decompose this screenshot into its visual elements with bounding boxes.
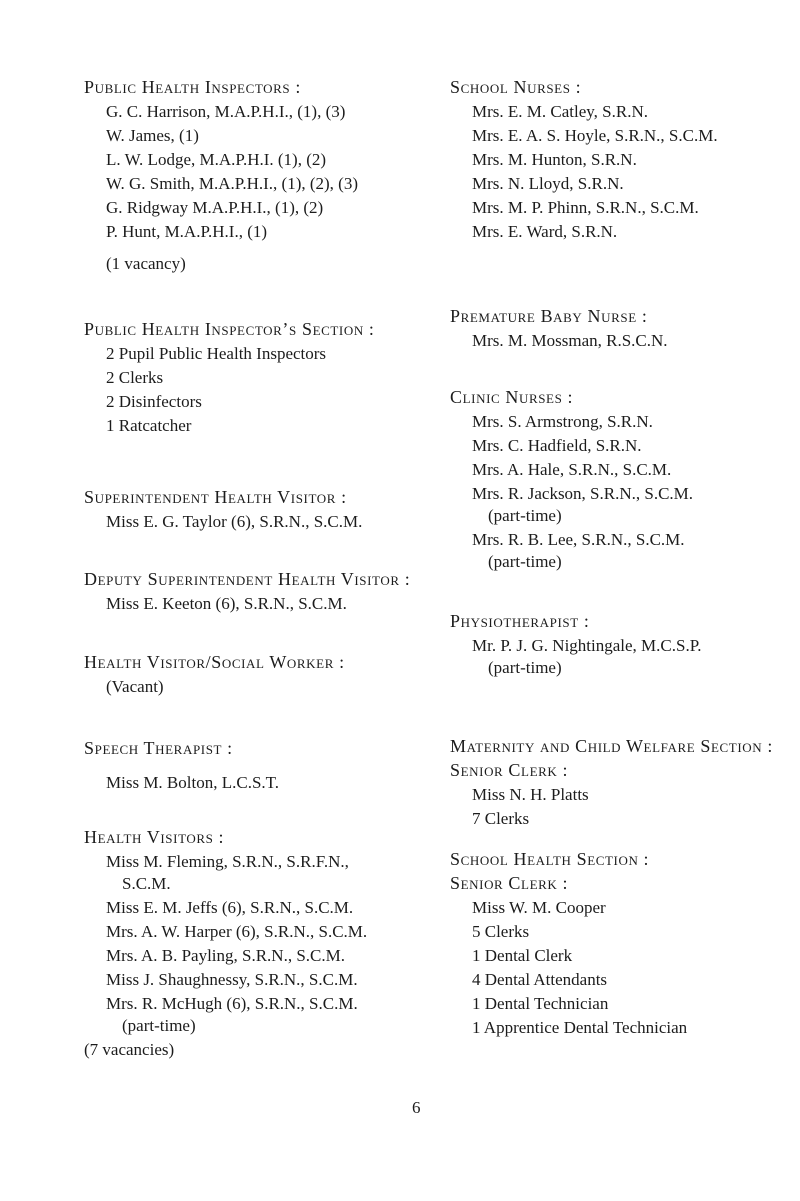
section-deputy-superintendent [84,568,410,616]
list-item: W. James, (1) [106,126,199,145]
section-heading: Deputy Superintendent Health Visitor : [84,569,411,589]
page-number: 6 [412,1098,421,1117]
list-item: 5 Clerks [472,922,530,941]
list-item-continuation: (part-time) [488,658,562,677]
list-item: 1 Ratcatcher [106,416,192,435]
list-item: 2 Disinfectors [106,392,202,411]
section-heading: Health Visitor/Social Worker : [84,652,345,672]
section-heading: Speech Therapist : [84,738,233,758]
list-item: Mrs. E. A. S. Hoyle, S.R.N., S.C.M. [472,126,718,145]
list-item: Mrs. E. M. Catley, S.R.N. [472,102,648,121]
list-item: 7 Clerks [472,809,530,828]
section-school-health [450,848,687,1040]
list-item-continuation: S.C.M. [122,874,171,893]
section-clinic-nurses [450,386,693,574]
list-item: Mrs. R. B. Lee, S.R.N., S.C.M. [472,530,685,549]
section-heading: Public Health Inspector’s Section : [84,319,375,339]
list-item: L. W. Lodge, M.A.P.H.I. (1), (2) [106,150,327,169]
section-school-nurses [450,76,718,244]
list-item: Mrs. E. Ward, S.R.N. [472,222,618,241]
section-physiotherapist [450,610,702,680]
list-item: Mr. P. J. G. Nightingale, M.C.S.P. [472,636,702,655]
section-heading: Premature Baby Nurse : [450,306,648,326]
section-heading: School Nurses : [450,77,582,97]
section-superintendent-health-visitor [84,486,362,534]
list-item: 1 Dental Technician [472,994,609,1013]
list-item: Miss M. Fleming, S.R.N., S.R.F.N., [106,852,349,871]
list-item: Miss M. Bolton, L.C.S.T. [106,773,280,792]
list-item: P. Hunt, M.A.P.H.I., (1) [106,222,268,241]
list-item: G. Ridgway M.A.P.H.I., (1), (2) [106,198,324,217]
list-item: Miss E. M. Jeffs (6), S.R.N., S.C.M. [106,898,354,917]
list-item: Miss W. M. Cooper [472,898,606,917]
list-item: 2 Clerks [106,368,164,387]
list-item: Mrs. R. Jackson, S.R.N., S.C.M. [472,484,694,503]
list-item: (Vacant) [106,677,164,696]
section-heading: Clinic Nurses : [450,387,574,407]
list-item: Mrs. A. W. Harper (6), S.R.N., S.C.M. [106,922,368,941]
section-heading: Superintendent Health Visitor : [84,487,347,507]
section-heading: Public Health Inspectors : [84,77,301,97]
section-health-visitors [84,826,367,1062]
list-item: G. C. Harrison, M.A.P.H.I., (1), (3) [106,102,346,121]
section-public-health-inspectors [84,76,358,276]
section-heading: Maternity and Child Welfare Section : [450,736,773,756]
list-item: 1 Apprentice Dental Technician [472,1018,688,1037]
list-item: Mrs. M. Mossman, R.S.C.N. [472,331,668,350]
section-speech-therapist [84,737,279,795]
list-item: Mrs. M. Hunton, S.R.N. [472,150,637,169]
list-item: Mrs. R. McHugh (6), S.R.N., S.C.M. [106,994,358,1013]
list-item: 1 Dental Clerk [472,946,573,965]
sub-heading: Senior Clerk : [450,873,569,893]
section-premature-baby-nurse [450,305,668,353]
section-heading: School Health Section : [450,849,650,869]
list-item: Miss N. H. Platts [472,785,589,804]
list-item: Miss E. Keeton (6), S.R.N., S.C.M. [106,594,347,613]
section-health-visitor-social-worker [84,651,345,699]
vacancy-note: (1 vacancy) [106,254,186,273]
list-item: Mrs. A. B. Payling, S.R.N., S.C.M. [106,946,345,965]
list-item: Mrs. S. Armstrong, S.R.N. [472,412,653,431]
list-item-continuation: (part-time) [122,1016,196,1035]
list-item-continuation: (part-time) [488,552,562,571]
list-item: Mrs. A. Hale, S.R.N., S.C.M. [472,460,672,479]
sub-heading: Senior Clerk : [450,760,569,780]
list-item: Mrs. M. P. Phinn, S.R.N., S.C.M. [472,198,699,217]
section-heading: Physiotherapist : [450,611,590,631]
list-item: Mrs. C. Hadfield, S.R.N. [472,436,642,455]
section-maternity-child-welfare [450,735,773,831]
list-item: Miss E. G. Taylor (6), S.R.N., S.C.M. [106,512,363,531]
list-item: W. G. Smith, M.A.P.H.I., (1), (2), (3) [106,174,359,193]
list-item: 4 Dental Attendants [472,970,608,989]
list-item: Mrs. N. Lloyd, S.R.N. [472,174,624,193]
list-item: 2 Pupil Public Health Inspectors [106,344,327,363]
section-inspectors-section [84,318,375,438]
list-item-continuation: (part-time) [488,506,562,525]
vacancy-note: (7 vacancies) [84,1040,175,1059]
section-heading: Health Visitors : [84,827,225,847]
list-item: Miss J. Shaughnessy, S.R.N., S.C.M. [106,970,358,989]
